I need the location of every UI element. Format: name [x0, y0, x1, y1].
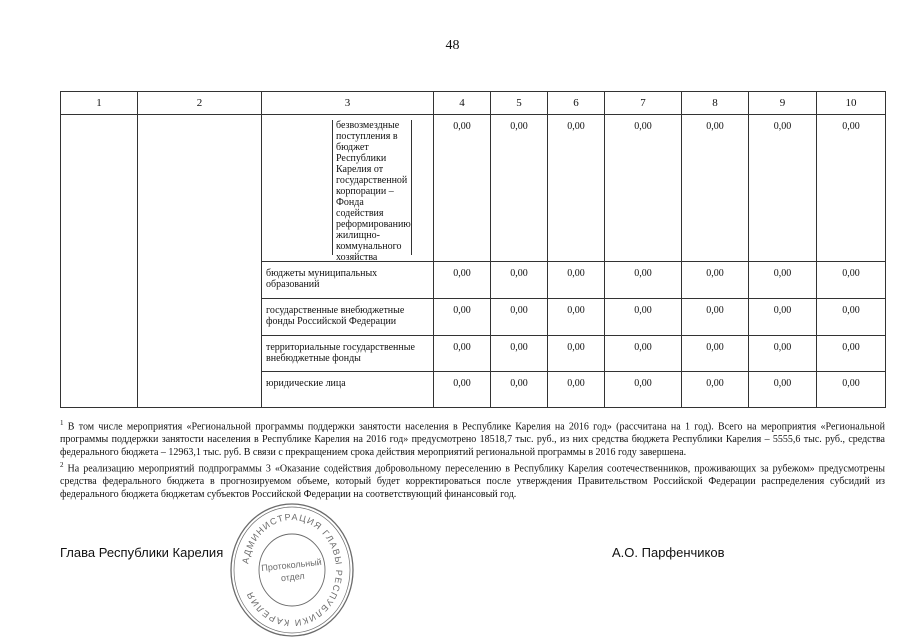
value-cell: 0,00: [605, 262, 682, 299]
footnotes: [60, 417, 885, 502]
seal-graphic: [231, 504, 353, 636]
value-cell: 0,00: [548, 299, 605, 336]
official-seal-stamp: [226, 500, 358, 640]
seal-center-line-1: Протокольный: [260, 556, 323, 574]
footnote-text: На реализацию мероприятий подпрограммы 3 «Оказание содействия добровольному переселению в Республику Карелия соотечественников, проживающих за рубежом» предусмотрены средства федерального бюджета в прогнозируемом объеме, который будет корректироваться после утверждения Правительством Российской Федерации распределения субсидий из федерального бюджета бюджетам субъектов Российской Федерации на соответствующий финансовый год.: [60, 463, 886, 501]
footnote: [60, 459, 885, 501]
budget-table: [60, 91, 886, 408]
column-header: 10: [817, 92, 886, 115]
page-number: 48: [445, 38, 460, 53]
value-cell: 0,00: [548, 262, 605, 299]
value-cell: 0,00: [434, 299, 491, 336]
value-cell: 0,00: [434, 336, 491, 372]
funding-source-cell: [262, 115, 434, 262]
value-cell: 0,00: [749, 372, 817, 408]
value-cell: 0,00: [682, 336, 749, 372]
seal-ring-text: АДМИНИСТРАЦИЯ ГЛАВЫ РЕСПУБЛИКИ КАРЕЛИЯ: [240, 511, 345, 629]
seal-center-line-2: отдел: [280, 570, 306, 584]
value-cell: 0,00: [682, 115, 749, 262]
empty-cell: [138, 115, 262, 408]
footnote-mark: 2: [60, 461, 64, 470]
footnote-mark: 1: [60, 419, 64, 427]
value-cell: 0,00: [682, 299, 749, 336]
signatory-position: Глава Республики Карелия: [60, 545, 224, 560]
value-cell: 0,00: [491, 115, 548, 262]
value-cell: 0,00: [749, 299, 817, 336]
empty-cell: [61, 115, 138, 408]
table-header-row: [61, 92, 886, 115]
funding-source-label: юридические лица: [262, 372, 434, 408]
value-cell: 0,00: [682, 262, 749, 299]
column-header: 7: [605, 92, 682, 115]
value-cell: 0,00: [434, 262, 491, 299]
column-header: 9: [749, 92, 817, 115]
value-cell: 0,00: [749, 262, 817, 299]
value-cell: 0,00: [817, 336, 886, 372]
value-cell: 0,00: [434, 372, 491, 408]
value-cell: 0,00: [817, 372, 886, 408]
column-header: 1: [61, 92, 138, 115]
value-cell: 0,00: [548, 372, 605, 408]
signatory-name: А.О. Парфенчиков: [612, 545, 725, 560]
value-cell: 0,00: [491, 299, 548, 336]
funding-source-label: территориальные государственные внебюджетные фонды: [262, 336, 434, 372]
funding-source-label: бюджеты муниципальных образований: [262, 262, 434, 299]
column-header: 2: [138, 92, 262, 115]
value-cell: 0,00: [605, 336, 682, 372]
value-cell: 0,00: [817, 299, 886, 336]
value-cell: 0,00: [434, 115, 491, 262]
table-row: [61, 115, 886, 262]
value-cell: 0,00: [491, 262, 548, 299]
value-cell: 0,00: [749, 336, 817, 372]
value-cell: 0,00: [817, 262, 886, 299]
column-header: 6: [548, 92, 605, 115]
column-header: 3: [262, 92, 434, 115]
value-cell: 0,00: [548, 115, 605, 262]
value-cell: 0,00: [491, 336, 548, 372]
value-cell: 0,00: [817, 115, 886, 262]
value-cell: 0,00: [682, 372, 749, 408]
footnote-text: В том числе мероприятия «Региональной программы поддержки занятости населения в Республике Карелия на 2016 год» (рассчитана на 1 год). Всего на мероприятия «Региональной программы поддержки занятости населения в Республике Карелия на 2016 год» предусмотрено 18518,7 тыс. руб., из них средства бюджета Республики Карелия – 5555,6 тыс. руб., средства федерального бюджета – 12963,1 тыс. руб. В связи с прекращением срока действия мероприятий региональной программы в 2016 году завершена.: [60, 421, 885, 458]
footnote: [60, 417, 885, 459]
funding-source-label: безвозмездные поступления в бюджет Республики Карелия от государственной корпорации – Фонда содействия реформированию жилищно-коммунального хозяйства: [332, 120, 412, 255]
funding-source-label: государственные внебюджетные фонды Российской Федерации: [262, 299, 434, 336]
value-cell: 0,00: [605, 115, 682, 262]
value-cell: 0,00: [605, 372, 682, 408]
column-header: 5: [491, 92, 548, 115]
value-cell: 0,00: [605, 299, 682, 336]
column-header: 4: [434, 92, 491, 115]
value-cell: 0,00: [491, 372, 548, 408]
value-cell: 0,00: [749, 115, 817, 262]
value-cell: 0,00: [548, 336, 605, 372]
column-header: 8: [682, 92, 749, 115]
